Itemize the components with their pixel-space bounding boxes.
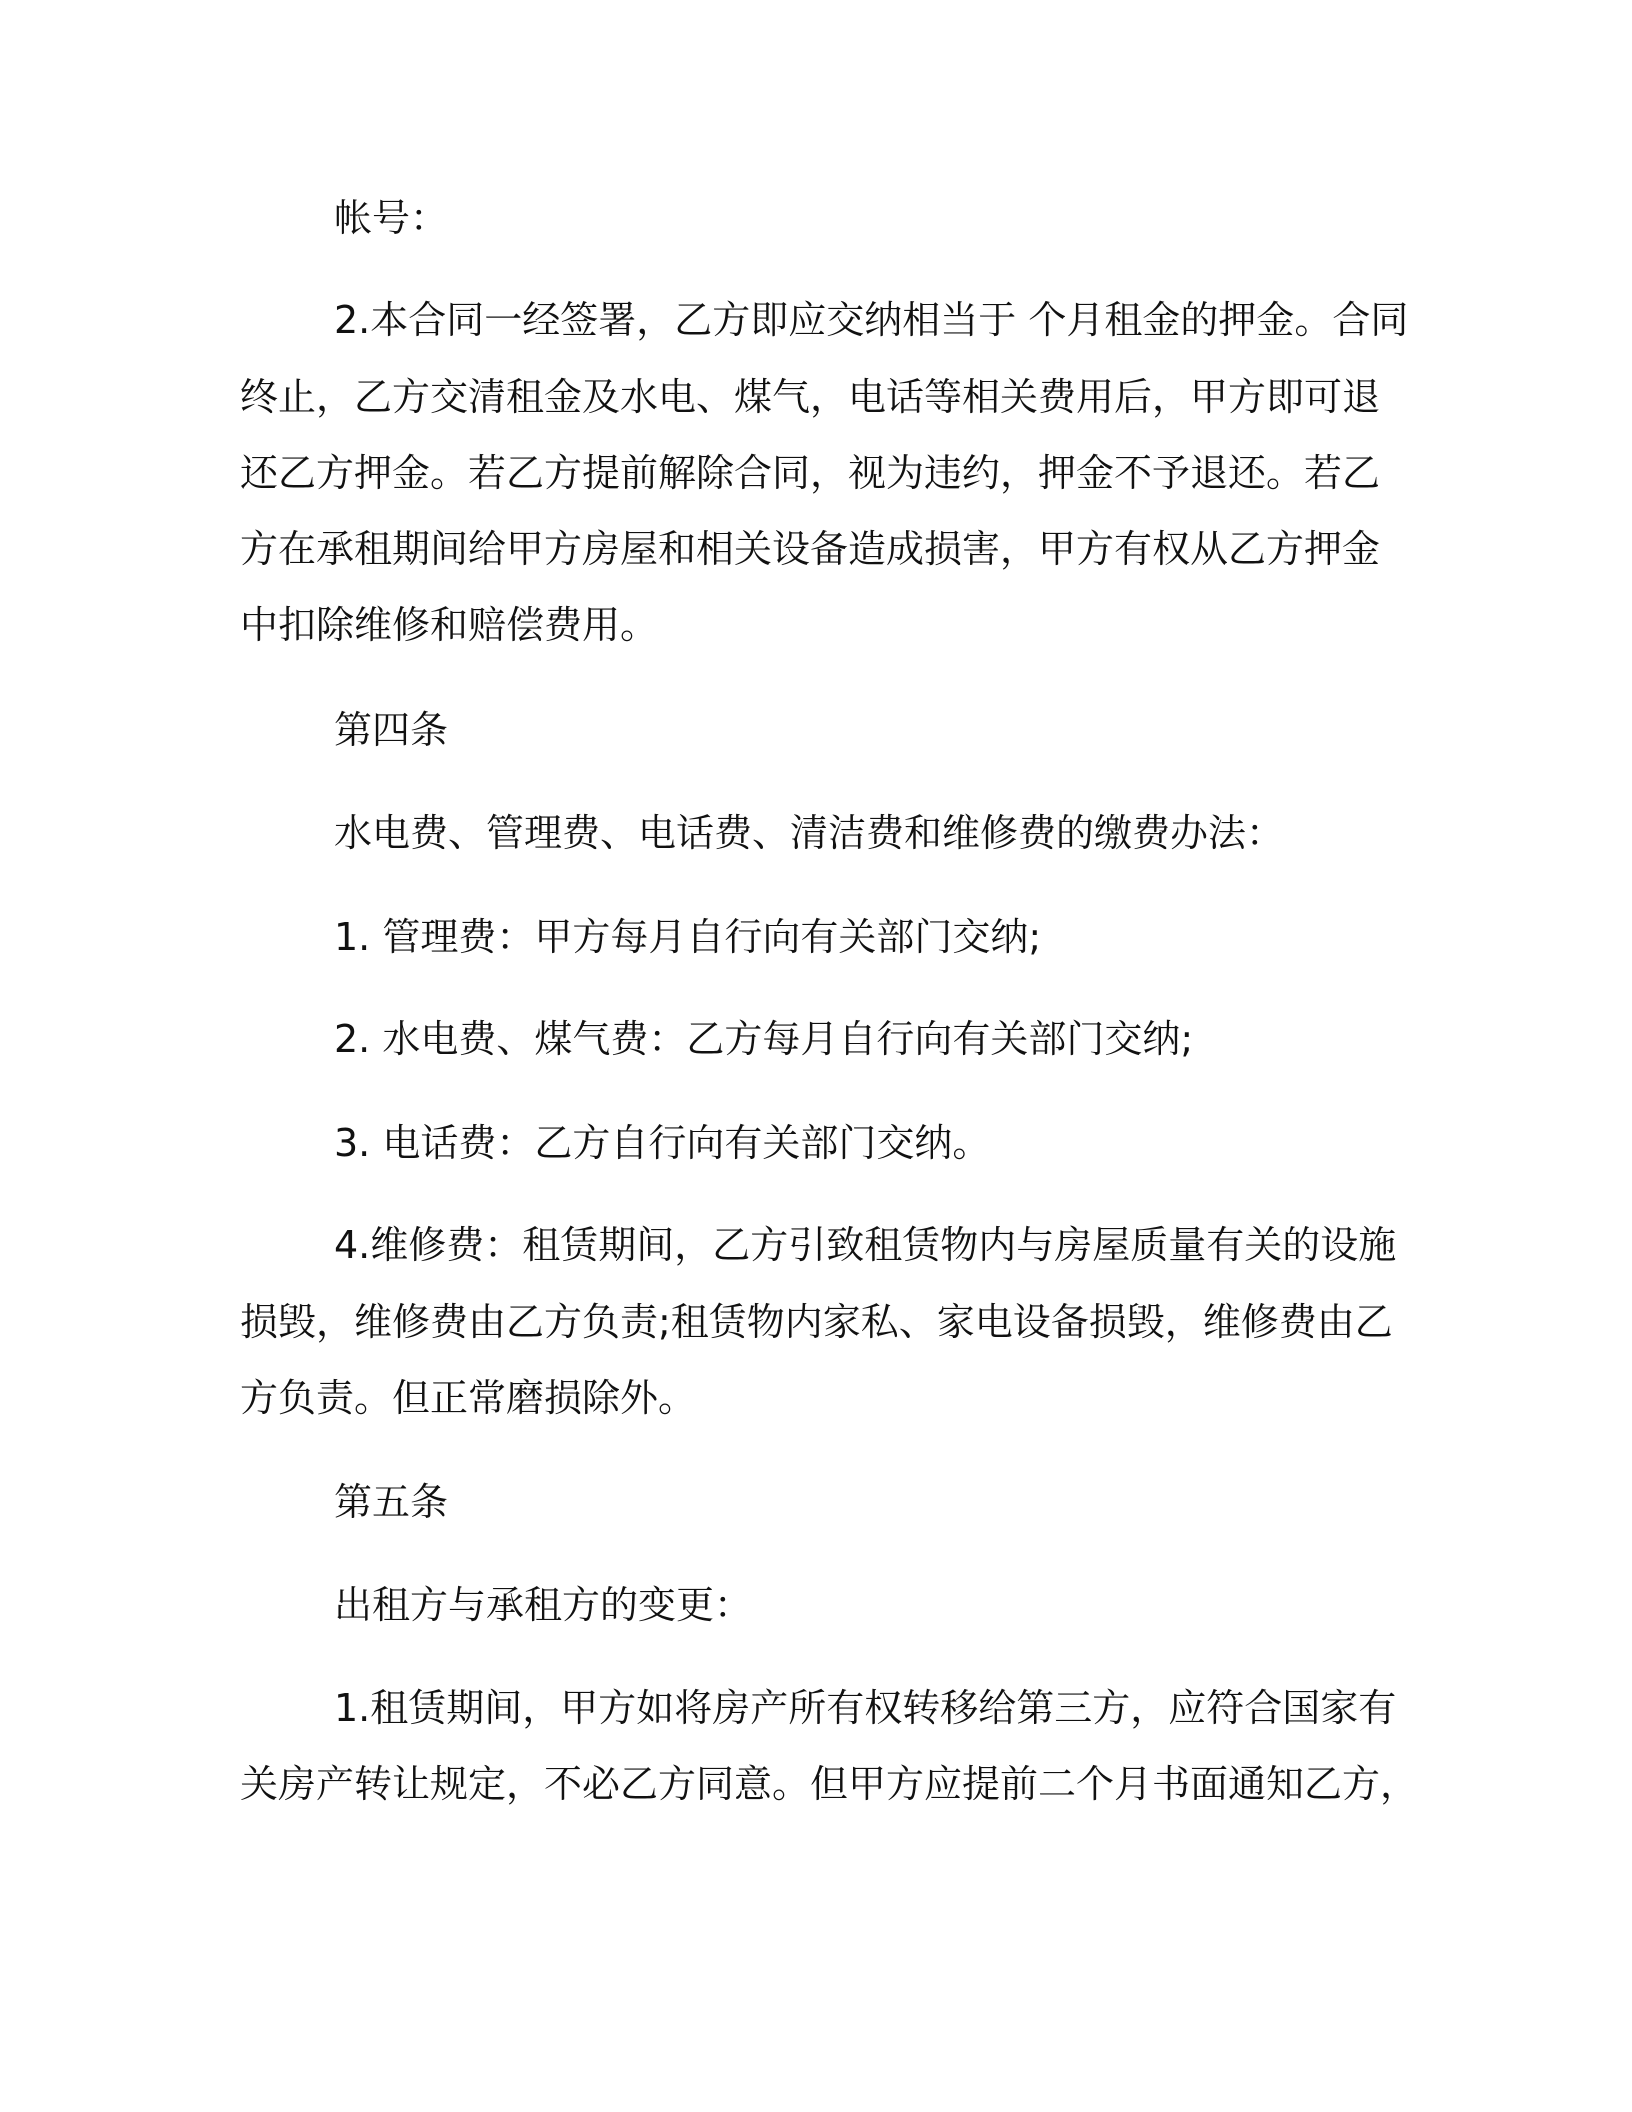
paragraph-line: 出租方与承租方的变更： bbox=[334, 1583, 753, 1627]
paragraph-line: 中扣除维修和赔偿费用。 bbox=[240, 603, 659, 647]
list-item: 3. 电话费：乙方自行向有关部门交纳。 bbox=[334, 1121, 991, 1165]
list-item: 2. 水电费、煤气费：乙方每月自行向有关部门交纳; bbox=[334, 1017, 1194, 1061]
list-item: 1. 管理费：甲方每月自行向有关部门交纳; bbox=[334, 915, 1042, 959]
paragraph-line: 关房产转让规定，不必乙方同意。但甲方应提前二个月书面通知乙方， bbox=[240, 1762, 1419, 1806]
paragraph-line: 2.本合同一经签署，乙方即应交纳相当于 个月租金的押金。合同 bbox=[334, 298, 1409, 342]
section-heading-article-5: 第五条 bbox=[334, 1480, 449, 1524]
paragraph-line: 还乙方押金。若乙方提前解除合同，视为违约，押金不予退还。若乙 bbox=[240, 451, 1381, 495]
paragraph-line: 4.维修费：租赁期间，乙方引致租赁物内与房屋质量有关的设施 bbox=[334, 1223, 1397, 1267]
paragraph-line: 1.租赁期间，甲方如将房产所有权转移给第三方，应符合国家有 bbox=[334, 1686, 1397, 1730]
account-label: 帐号： bbox=[334, 196, 449, 240]
paragraph-line: 终止，乙方交清租金及水电、煤气，电话等相关费用后，甲方即可退 bbox=[240, 375, 1381, 419]
paragraph-line: 方在承租期间给甲方房屋和相关设备造成损害，甲方有权从乙方押金 bbox=[240, 527, 1381, 571]
paragraph-line: 方负责。但正常磨损除外。 bbox=[240, 1376, 697, 1420]
section-heading-article-4: 第四条 bbox=[334, 708, 449, 752]
paragraph-line: 水电费、管理费、电话费、清洁费和维修费的缴费办法： bbox=[334, 811, 1285, 855]
paragraph-line: 损毁，维修费由乙方负责;租赁物内家私、家电设备损毁，维修费由乙 bbox=[240, 1300, 1393, 1344]
